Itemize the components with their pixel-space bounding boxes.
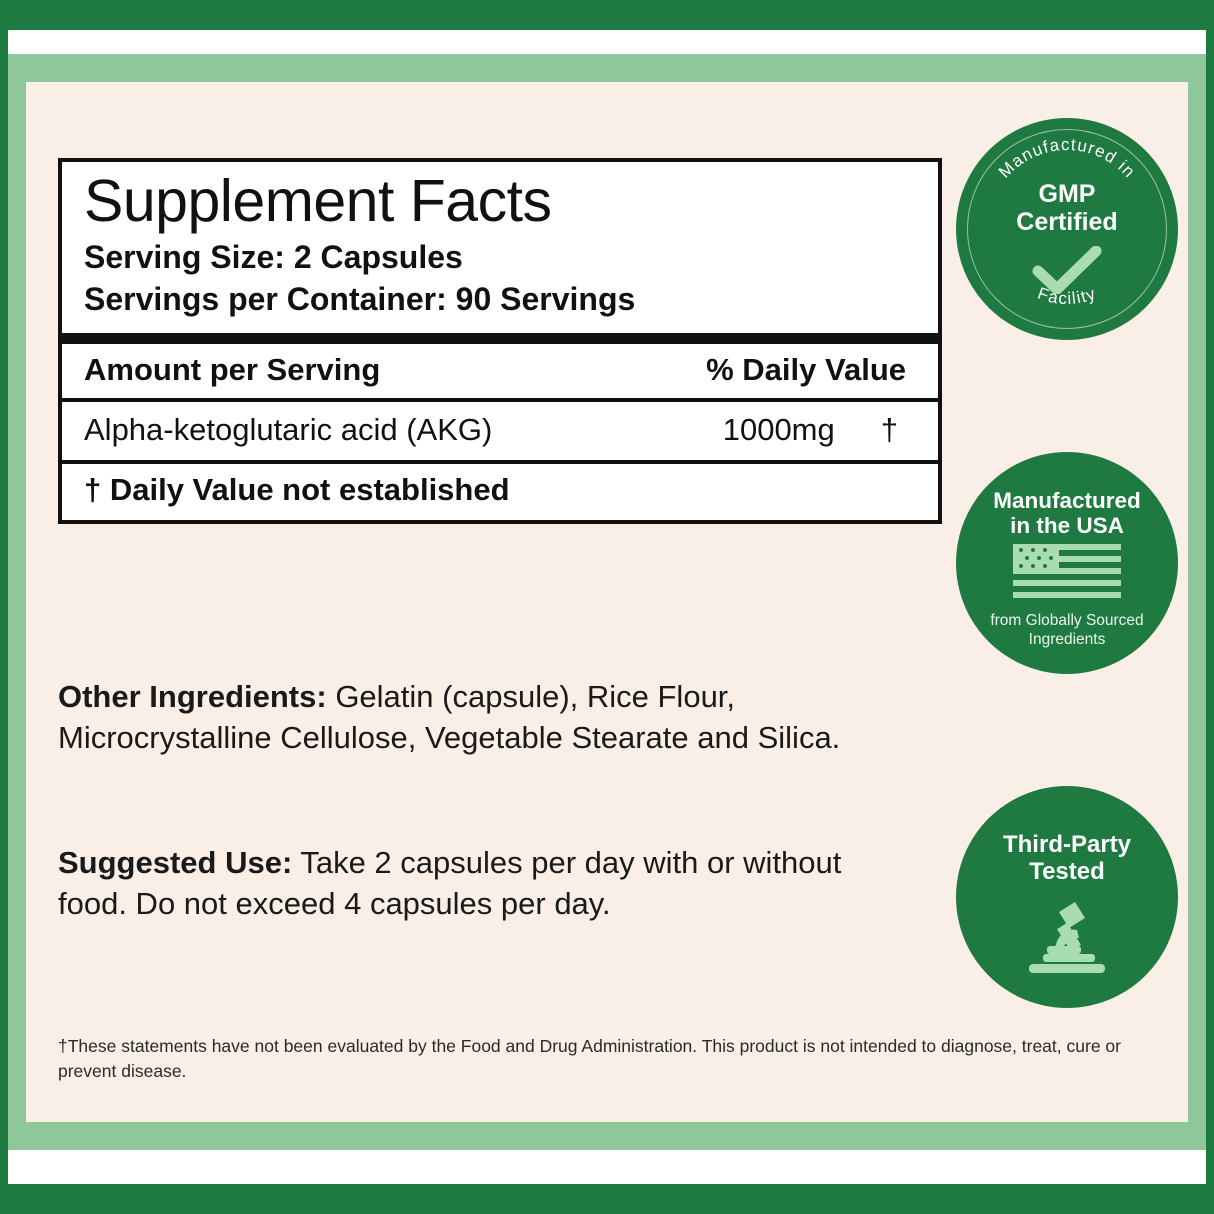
serving-size: Serving Size: 2 Capsules [84,239,463,276]
suggested-use-text: Take 2 capsules per day with or without food. Do not exceed 4 capsules per day. [58,845,842,922]
supplement-facts-panel [58,158,942,524]
top-light-border [0,54,1214,82]
supplement-facts-header [62,162,938,344]
other-ingredients-text: Gelatin (capsule), Rice Flour, Microcrystalline Cellulose, Vegetable Stearate and Silica. [58,679,841,756]
badge-gmp-certified [956,118,1178,340]
left-dark-border [0,0,8,1214]
usa-line-1: Manufactured [993,488,1141,513]
table-row [62,402,938,464]
svg-text:Facility: Facility [1035,283,1099,309]
check-icon [1032,246,1102,294]
badge-made-in-usa [956,452,1178,674]
badge-third-party-tested [956,786,1178,1008]
nutrient-daily-value: † [880,411,898,447]
other-ingredients-paragraph [58,676,848,758]
suggested-use-label: Suggested Use: [58,845,293,880]
top-dark-border [0,0,1214,30]
label-content-area [26,82,1188,1122]
right-light-border [1188,54,1206,1150]
usa-flag-icon [1013,544,1121,606]
usa-line-2: in the USA [1010,513,1124,539]
usa-sub-line-2: Ingredients [1028,630,1106,648]
page-title: Supplement Facts [84,168,552,234]
microscope-icon [1019,890,1115,978]
right-dark-border [1206,0,1214,1214]
servings-per-container: Servings per Container: 90 Servings [84,281,636,318]
usa-sub-line-1: from Globally Sourced [990,612,1144,629]
bottom-dark-border [0,1184,1214,1214]
svg-text:Manufactured in: Manufactured in [994,134,1140,182]
other-ingredients-label: Other Ingredients: [58,679,327,714]
suggested-use-paragraph [58,842,848,924]
bottom-light-border [0,1122,1214,1150]
amount-per-serving-header: Amount per Serving [84,351,381,387]
daily-value-footnote: † Daily Value not established [84,471,510,507]
usa-badge-title [956,488,1178,538]
facts-column-headers [62,344,938,402]
nutrient-name: Alpha-ketoglutaric acid (AKG) [84,411,493,447]
third-party-line-2: Tested [1029,857,1105,885]
left-light-border [8,54,26,1150]
daily-value-header: % Daily Value [706,351,906,387]
gmp-line-1: GMP [1038,180,1096,208]
fda-disclaimer: †These statements have not been evaluated by the Food and Drug Administration. This product is not intended to diagnose, treat, cure or prevent disease. [58,1036,1121,1081]
third-party-badge-title [956,832,1178,886]
gmp-badge-title [956,180,1178,236]
third-party-line-1: Third-Party [1002,831,1131,858]
gmp-line-2: Certified [1016,208,1118,236]
nutrient-amount: 1000mg [722,411,835,447]
usa-badge-subtitle [956,612,1178,650]
